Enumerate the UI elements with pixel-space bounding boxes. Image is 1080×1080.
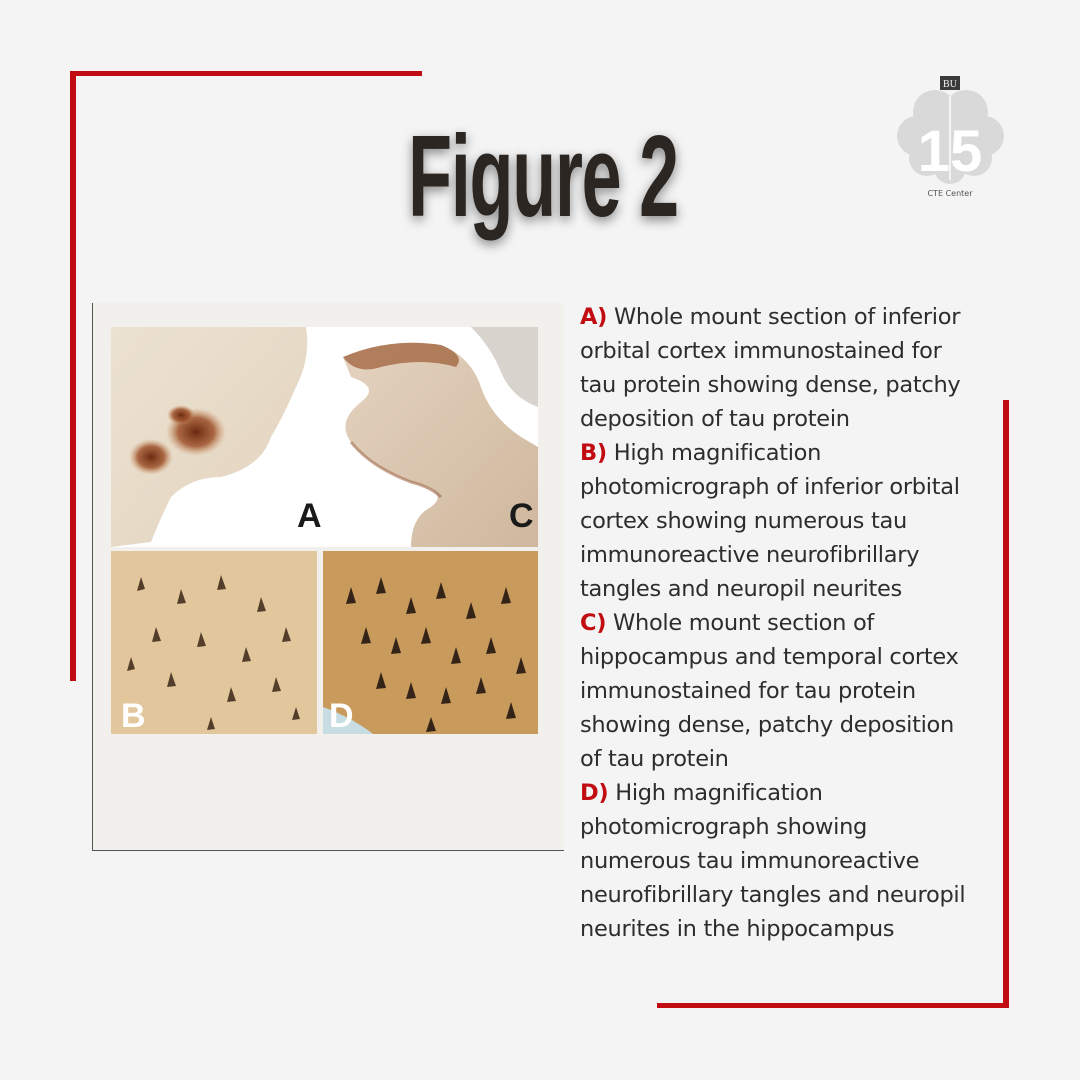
caption-line: immunoreactive neurofibrillary xyxy=(580,542,920,568)
caption-line: High magnification xyxy=(606,440,822,466)
caption-line: High magnification xyxy=(608,780,823,806)
caption-line: hippocampus and temporal cortex xyxy=(580,644,959,670)
frame-bottom-line xyxy=(657,1003,1009,1008)
caption-line: photomicrograph showing xyxy=(580,814,868,840)
micrograph-top-section xyxy=(111,327,538,547)
caption-line: Whole mount section of inferior xyxy=(607,304,961,330)
logo-number: 15 xyxy=(917,119,983,184)
caption-key-c: C) xyxy=(580,610,607,636)
caption-line: immunostained for tau protein xyxy=(580,678,916,704)
micrograph-panel-d xyxy=(323,551,538,734)
caption-line: photomicrograph of inferior orbital xyxy=(580,474,960,500)
caption-line: of tau protein xyxy=(580,746,729,772)
caption-line: neurites in the hippocampus xyxy=(580,916,895,942)
caption-line: cortex showing numerous tau xyxy=(580,508,907,534)
micrograph-figure xyxy=(111,327,538,734)
figure-caption xyxy=(580,300,1000,946)
panel-label-a: A xyxy=(297,497,322,535)
caption-line: numerous tau immunoreactive xyxy=(580,848,920,874)
caption-key-d: D) xyxy=(580,780,609,806)
caption-item-a xyxy=(580,300,1000,436)
caption-item-c xyxy=(580,606,1000,776)
cte-center-logo xyxy=(893,76,1008,201)
caption-key-b: B) xyxy=(580,440,607,466)
caption-line: deposition of tau protein xyxy=(580,406,850,432)
frame-left-line xyxy=(70,71,76,681)
caption-line: neurofibrillary tangles and neuropil xyxy=(580,882,966,908)
caption-line: orbital cortex immunostained for xyxy=(580,338,942,364)
caption-line: Whole mount section of xyxy=(606,610,875,636)
frame-top-line xyxy=(70,71,422,76)
logo-label: CTE Center xyxy=(927,189,973,198)
caption-line: tangles and neuropil neurites xyxy=(580,576,902,602)
frame-right-line xyxy=(1003,400,1009,1008)
caption-line: tau protein showing dense, patchy xyxy=(580,372,961,398)
page-title: Figure 2 xyxy=(408,111,678,241)
caption-key-a: A) xyxy=(580,304,608,330)
panel-label-c: C xyxy=(509,497,534,535)
panel-label-d: D xyxy=(329,697,354,734)
brain-silhouette-icon xyxy=(893,76,1008,201)
micrograph-panel-b xyxy=(111,551,317,734)
caption-item-d xyxy=(580,776,1000,946)
caption-line: showing dense, patchy deposition xyxy=(580,712,954,738)
caption-item-b xyxy=(580,436,1000,606)
logo-badge-text: BU xyxy=(943,79,957,90)
panel-label-b: B xyxy=(121,697,146,734)
